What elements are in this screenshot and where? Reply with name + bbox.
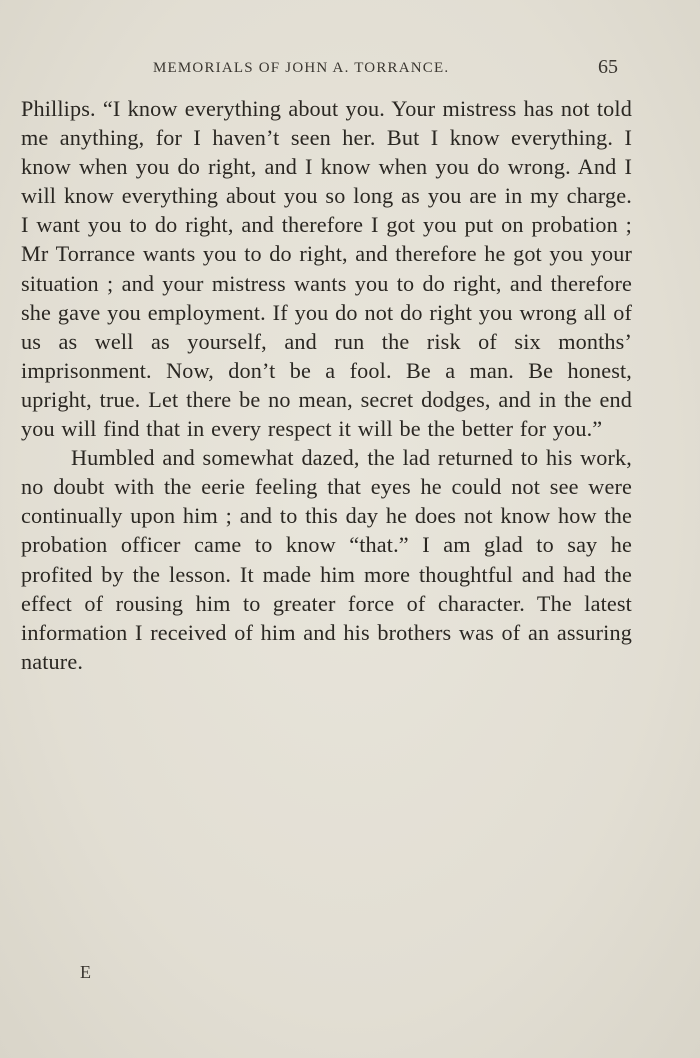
paragraph-continued: Phillips. “I know everything about you. Your mistress has not told me anything, for I haven’t seen her. But I know everything. I know when you do right, and I know when you do wrong. And I will know everything about you so long as you are in my charge. I want you to do right, and therefore I got you put on probation ; Mr Torrance wants you to do right, and therefore he got you your situation ; and your mistress wants you to do right, and therefore she gave you employment. If you do not do right you wrong all of us as well as yourself, and run the risk of six months’ imprisonment. Now, don’t be a fool. Be a man. Be honest, upright, true. Let there be no mean, secret dodges, and in the end you will find that in every respect it will be the better for you.” (21, 96, 632, 442)
signature-mark: E (80, 962, 91, 982)
paragraph: Humbled and somewhat dazed, the lad returned to his work, no doubt with the eerie feeling that eyes he could not see were continually upon him ; and to this day he does not know how the probation officer came to know “that.” I am glad to say he profited by the lesson. It made him more thoughtful and had the effect of rousing him to greater force of character. The latest information I received of him and his brothers was of an assuring nature. (21, 445, 632, 674)
body-text (21, 94, 632, 676)
page-number: 65 (598, 56, 618, 78)
running-title: MEMORIALS OF JOHN A. TORRANCE. (153, 60, 450, 76)
